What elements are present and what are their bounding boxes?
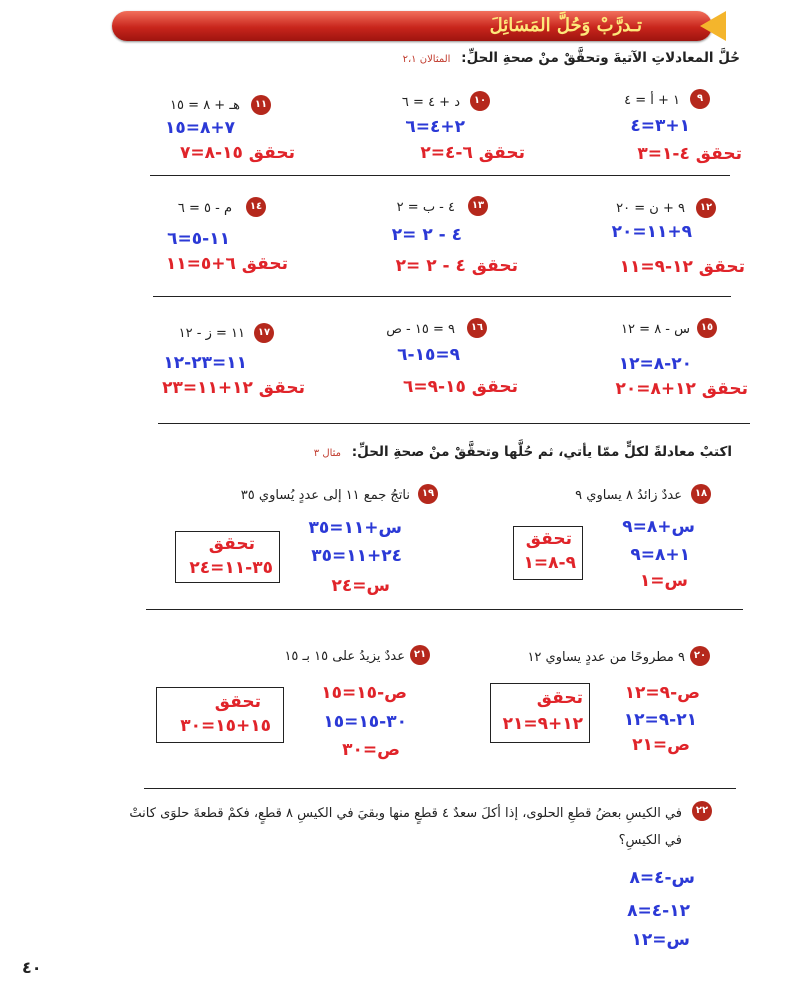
check-box-title: تحقق <box>525 529 572 549</box>
problem-number: ١٠ <box>470 91 490 111</box>
instruction-text: اكتبْ معادلةً لكلٍّ ممّا يأتي، ثم حُلَّها وتحقَّقْ منْ صحةِ الحلِّ: <box>351 444 732 460</box>
check-box <box>513 526 583 580</box>
check-box-equation: ٩-٨=١ <box>523 553 576 573</box>
instruction-1 <box>403 50 740 66</box>
handwritten-step: س-٤=٨ <box>629 868 695 888</box>
handwritten-result: س=٢٤ <box>331 576 390 596</box>
row-divider <box>158 423 750 424</box>
row-divider <box>150 175 730 176</box>
row-divider <box>153 296 731 297</box>
handwritten-check: تحقق ٤ - ٢ =٢ <box>395 256 518 276</box>
problem-number: ١٦ <box>467 318 487 338</box>
example-reference: مثال ٣ <box>313 448 342 459</box>
handwritten-step: ص-٩=١٢ <box>624 683 700 703</box>
word-problem: ٩ مطروحًا من عددٍ يساوي ١٢ <box>527 650 685 665</box>
example-reference: المثالان ٢،١ <box>402 54 451 65</box>
word-problem-line-2: في الكيسِ؟ <box>618 833 682 848</box>
problem-equation: س - ٨ = ١٢ <box>621 322 690 337</box>
handwritten-step: ٢١-٩=١٢ <box>623 710 697 730</box>
handwritten-check: تحقق ١٢+١١=٢٣ <box>162 378 305 398</box>
handwritten-step: ٢٤+١١=٣٥ <box>311 546 402 566</box>
handwritten-step: ٢٠-٨=١٢ <box>618 354 692 374</box>
handwritten-step: ٣٠-١٥=١٥ <box>323 712 407 732</box>
problem-number: ١٨ <box>691 484 711 504</box>
check-box <box>175 531 280 583</box>
check-box-equation: ١٥+١٥=٣٠ <box>180 716 271 736</box>
problem-equation: د + ٤ = ٦ <box>401 95 460 110</box>
page-number: ٤٠ <box>22 958 42 977</box>
handwritten-step: ١٢-٤=٨ <box>627 901 690 921</box>
handwritten-result: س=١ <box>639 571 688 591</box>
problem-equation: ١١ = ز - ١٢ <box>178 326 245 341</box>
handwritten-step: ٧+٨=١٥ <box>164 118 235 138</box>
handwritten-check: تحقق ١٥-٨=٧ <box>180 143 295 163</box>
handwritten-step: ص-١٥=١٥ <box>321 683 407 703</box>
handwritten-result: ص=٣٠ <box>342 740 400 760</box>
problem-number: ١٥ <box>697 318 717 338</box>
check-box-title: تحقق <box>536 688 583 708</box>
check-box-title: تحقق <box>208 534 255 554</box>
word-problem: عددٌ زائدُ ٨ يساوي ٩ <box>575 488 682 503</box>
instruction-text: حُلَّ المعادلاتِ الآتيةَ وتحقَّقْ منْ صحةِ الحلِّ: <box>461 50 740 66</box>
problem-equation: ٩ + ن = ٢٠ <box>616 201 685 216</box>
handwritten-check: تحقق ٦-٤=٢ <box>420 143 525 163</box>
check-box-equation: ٣٥-١١=٢٤ <box>189 558 273 578</box>
problem-number: ١٧ <box>254 323 274 343</box>
handwritten-check: تحقق ٦+٥=١١ <box>165 254 288 274</box>
handwritten-result: س=١٢ <box>631 930 690 950</box>
handwritten-check: تحقق ١٢-٩=١١ <box>619 257 745 277</box>
problem-number: ١٢ <box>696 198 716 218</box>
problem-equation: ٩ = ١٥ - ص <box>386 322 455 337</box>
check-box-equation: ١٢+٩=٢١ <box>502 714 583 734</box>
problem-number: ١٩ <box>418 484 438 504</box>
problem-equation: هـ + ٨ = ١٥ <box>170 98 240 113</box>
row-divider <box>144 788 736 789</box>
problem-number: ٩ <box>690 89 710 109</box>
problem-equation: م - ٥ = ٦ <box>177 201 232 216</box>
handwritten-step: س+١١=٣٥ <box>308 518 402 538</box>
word-problem-line-1: في الكيسِ بعضُ قطعِ الحلوى، إذا أكلَ سعدٌ ٤ قطعٍ منها وبقيَ في الكيسِ ٨ قطعٍ، فكمْ قطعةَ حلوَى كانتْ <box>129 806 682 821</box>
handwritten-check: تحقق ١٢+٨=٢٠ <box>615 379 748 399</box>
handwritten-step: ٢+٤=٦ <box>405 117 465 137</box>
handwritten-result: ص=٢١ <box>632 735 690 755</box>
word-problem: عددٌ يزيدُ على ١٥ بـ ١٥ <box>284 649 405 664</box>
handwritten-step: ٤ - ٢ =٢ <box>391 225 462 245</box>
word-problem: ناتجُ جمع ١١ إلى عددٍ يُساوي ٣٥ <box>240 488 410 503</box>
handwritten-step: ١١=٢٣-١٢ <box>163 353 247 373</box>
handwritten-step: ١+٨=٩ <box>630 545 690 565</box>
instruction-2 <box>314 444 732 460</box>
problem-number: ١٤ <box>246 197 266 217</box>
problem-equation: ١ + أ = ٤ <box>624 93 680 108</box>
problem-number: ١١ <box>251 95 271 115</box>
problem-number: ٢٠ <box>690 646 710 666</box>
problem-number: ١٣ <box>468 196 488 216</box>
banner-arrow-icon <box>700 11 726 41</box>
check-box <box>156 687 284 743</box>
problem-number: ٢٢ <box>692 801 712 821</box>
handwritten-step: ٩+١١=٢٠ <box>611 222 692 242</box>
section-title: تـدرَّبْ وَحُلَّ المَسَائِلَ <box>489 15 642 36</box>
problem-number: ٢١ <box>410 645 430 665</box>
check-box-title: تحقق <box>214 692 261 712</box>
handwritten-step: س+٨=٩ <box>622 517 695 537</box>
section-banner <box>112 11 712 41</box>
handwritten-step: ١١-٥=٦ <box>167 229 230 249</box>
row-divider <box>146 609 743 610</box>
handwritten-check: تحقق ١٥-٩=٦ <box>403 377 518 397</box>
problem-equation: ٤ - ب = ٢ <box>396 200 455 215</box>
check-box <box>490 683 590 743</box>
handwritten-check: تحقق ٤-١=٣ <box>637 144 742 164</box>
handwritten-step: ٩=١٥-٦ <box>397 345 460 365</box>
handwritten-step: ١+٣=٤ <box>630 116 690 136</box>
